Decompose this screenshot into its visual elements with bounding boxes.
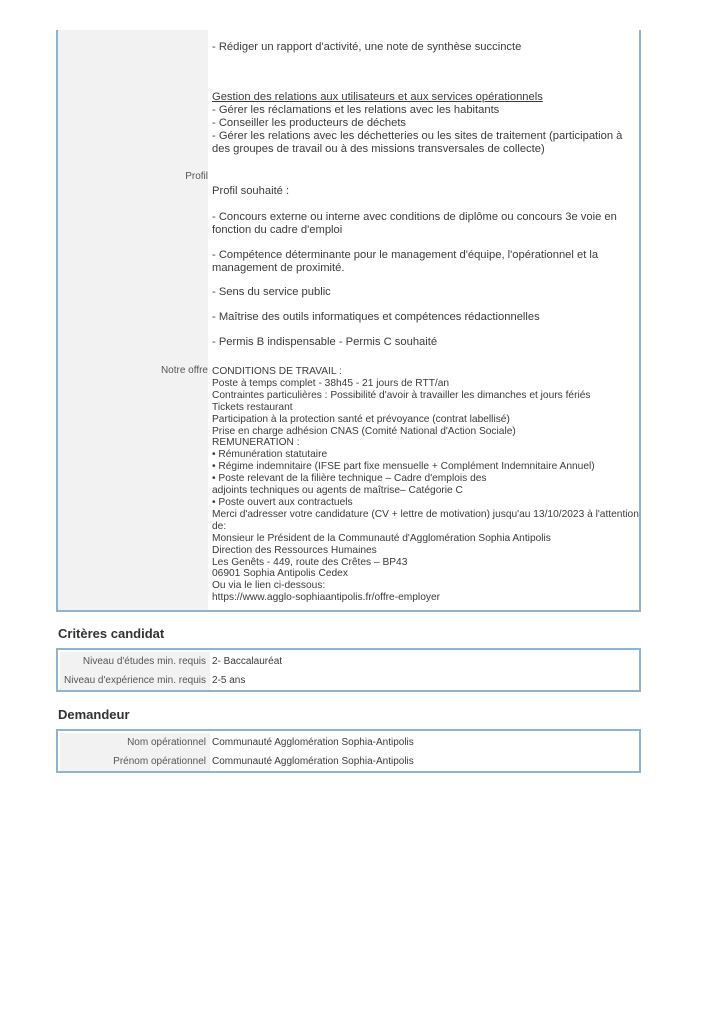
profil-item-line: fonction du cadre d'emploi — [212, 224, 343, 236]
offre-line: • Poste relevant de la filière technique – Cadre d'emplois des — [212, 473, 487, 485]
criteres-row-value: 2-5 ans — [212, 675, 246, 686]
demandeur-row-label: Nom opérationnel — [60, 733, 210, 752]
profil-item-line: - Maîtrise des outils informatiques et compétences rédactionnelles — [212, 311, 540, 323]
profil-title-text: Profil souhaité : — [212, 185, 290, 197]
offre-line: adjoints techniques ou agents de maîtrise– Catégorie C — [212, 485, 463, 497]
profil-item-line: - Sens du service public — [212, 286, 331, 298]
profil-item — [212, 336, 632, 349]
offre-line: • Rémunération statutaire — [212, 449, 328, 461]
demandeur-row — [58, 733, 639, 752]
profil-item-line: - Permis B indispensable - Permis C souhaité — [212, 336, 438, 348]
criteres-box — [56, 648, 641, 692]
offre-line: CONDITIONS DE TRAVAIL : — [212, 366, 342, 377]
relations-item: des groupes de travail ou à des missions transversales de collecte) — [212, 143, 545, 155]
criteres-title: Critères candidat — [58, 626, 165, 641]
offre-line: Contraintes particulières : Possibilité d'avoir à travailler les dimanches et jours fériés — [212, 389, 591, 401]
profil-item-line: - Compétence déterminante pour le management d'équipe, l'opérationnel et la — [212, 249, 599, 261]
relations-item: - Conseiller les producteurs de déchets — [212, 117, 407, 129]
demandeur-row-value: Communauté Agglomération Sophia-Antipolis — [212, 756, 414, 767]
offre-text — [212, 366, 637, 604]
profil-item — [212, 311, 632, 324]
profil-item — [212, 249, 632, 275]
offre-line: 06901 Sophia Antipolis Cedex — [212, 568, 348, 580]
criteres-row-value: 2- Baccalauréat — [212, 656, 283, 667]
offre-label: Notre offre — [160, 365, 208, 376]
profil-label: Profil — [185, 171, 208, 182]
relations-heading: Gestion des relations aux utilisateurs et aux services opérationnels — [212, 91, 543, 103]
relations-item: - Gérer les réclamations et les relations avec les habitants — [212, 104, 500, 116]
profil-item-line: management de proximité. — [212, 262, 345, 274]
offre-line: Prise en charge adhésion CNAS (Comité National d'Action Sociale) — [212, 425, 516, 437]
relations-section — [212, 91, 632, 156]
profil-item-line: - Concours externe ou interne avec conditions de diplôme ou concours 3e voie en — [212, 211, 617, 223]
offre-line: de: — [212, 520, 227, 532]
offre-line: Direction des Ressources Humaines — [212, 544, 377, 556]
criteres-row — [58, 652, 639, 671]
criteres-row — [58, 671, 639, 690]
offre-line: Les Genêts - 449, route des Crêtes – BP43 — [212, 556, 408, 568]
offre-line: Tickets restaurant — [212, 401, 293, 413]
label-column — [58, 30, 208, 610]
demandeur-row — [58, 752, 639, 771]
offre-line: Merci d'adresser votre candidature (CV + lettre de motivation) jusqu'au 13/10/2023 à l'attention — [212, 508, 639, 520]
missions-continued — [212, 41, 632, 54]
offre-line: REMUNERATION : — [212, 437, 300, 449]
demandeur-box — [56, 729, 641, 773]
relations-item: - Gérer les relations avec les déchetteries ou les sites de traitement (participation à — [212, 130, 623, 142]
demandeur-row-label: Prénom opérationnel — [60, 752, 210, 771]
demandeur-title: Demandeur — [58, 707, 130, 722]
offre-line: Participation à la protection santé et prévoyance (contrat labellisé) — [212, 413, 510, 425]
offre-link: https://www.agglo-sophiaantipolis.fr/offre-employer — [212, 592, 441, 604]
offre-line: Ou via le lien ci-dessous: — [212, 580, 326, 592]
intro-line: - Rédiger un rapport d'activité, une note de synthèse succincte — [212, 41, 522, 53]
offre-line: • Poste ouvert aux contractuels — [212, 496, 353, 508]
criteres-row-label: Niveau d'expérience min. requis — [60, 671, 210, 690]
offre-line: • Régime indemnitaire (IFSE part fixe mensuelle + Complément Indemnitaire Annuel) — [212, 461, 595, 473]
profil-item — [212, 286, 632, 299]
offre-line: Poste à temps complet - 38h45 - 21 jours de RTT/an — [212, 377, 450, 389]
offre-line: Monsieur le Président de la Communauté d'Agglomération Sophia Antipolis — [212, 532, 551, 544]
profil-item — [212, 211, 632, 237]
profil-title — [212, 185, 632, 198]
demandeur-row-value: Communauté Agglomération Sophia-Antipolis — [212, 737, 414, 748]
criteres-row-label: Niveau d'études min. requis — [60, 652, 210, 671]
